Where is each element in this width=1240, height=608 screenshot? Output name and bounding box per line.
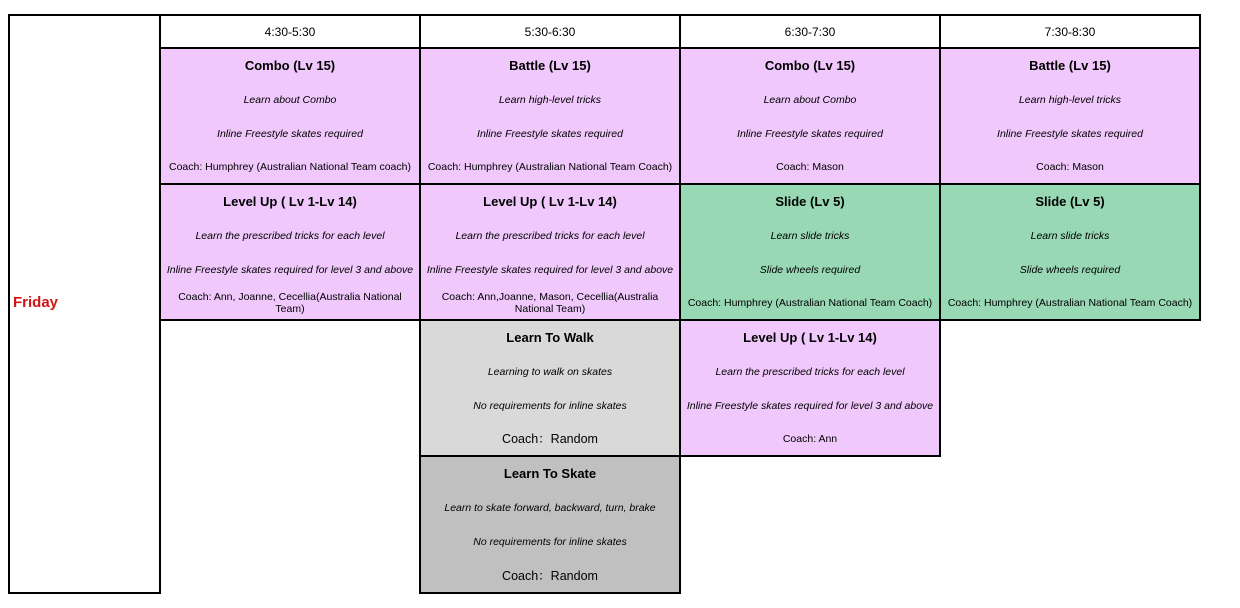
session-lesson: Learn about Combo (763, 94, 857, 106)
session-title: Slide (Lv 5) (775, 194, 845, 209)
session-cell (419, 47, 681, 185)
session-coach: Coach：Random (502, 568, 598, 583)
session-coach: Coach: Mason (776, 161, 844, 173)
session-title: Learn To Skate (503, 466, 597, 481)
session-lesson: Learn high-level tricks (1018, 94, 1122, 106)
session-requirement: Inline Freestyle skates required (217, 128, 363, 140)
session-title: Slide (Lv 5) (1035, 194, 1105, 209)
session-title: Level Up ( Lv 1-Lv 14) (743, 330, 877, 345)
session-requirement: Inline Freestyle skates required (477, 128, 623, 140)
session-lesson: Learn to skate forward, backward, turn, brake (444, 502, 656, 514)
session-title: Level Up ( Lv 1-Lv 14) (223, 194, 357, 209)
session-lesson: Learn the prescribed tricks for each level (455, 230, 645, 242)
session-coach: Coach: Humphrey (Australian National Team Coach) (427, 161, 673, 173)
session-requirement: Inline Freestyle skates required (997, 128, 1143, 140)
session-cell (679, 183, 941, 321)
session-title: Level Up ( Lv 1-Lv 14) (483, 194, 617, 209)
time-slot-header: 5:30-6:30 (419, 14, 681, 49)
session-lesson: Learn the prescribed tricks for each level (195, 230, 385, 242)
session-requirement: Inline Freestyle skates required (737, 128, 883, 140)
session-requirement: No requirements for inline skates (473, 400, 627, 412)
session-requirement: Slide wheels required (1019, 264, 1121, 276)
session-cell (419, 183, 681, 321)
session-lesson: Learn about Combo (243, 94, 337, 106)
day-label: Friday (13, 294, 59, 311)
session-coach: Coach: Mason (1036, 161, 1104, 173)
session-title: Combo (Lv 15) (764, 58, 856, 73)
session-lesson: Learn high-level tricks (498, 94, 602, 106)
session-coach: Coach: Ann (782, 433, 838, 445)
session-requirement: Inline Freestyle skates required for level 3 and above (166, 264, 414, 276)
session-cell (679, 319, 941, 457)
session-lesson: Learn slide tricks (1030, 230, 1110, 242)
session-coach: Coach: Humphrey (Australian National Team Coach) (687, 297, 933, 309)
session-cell (159, 47, 421, 185)
session-title: Battle (Lv 15) (1029, 58, 1111, 73)
time-slot-header: 7:30-8:30 (939, 14, 1201, 49)
session-requirement: Inline Freestyle skates required for level 3 and above (686, 400, 934, 412)
session-coach: Coach：Random (502, 432, 598, 446)
time-slot-header: 4:30-5:30 (159, 14, 421, 49)
session-coach: Coach: Ann,Joanne, Mason, Cecellia(Australia National Team) (441, 291, 659, 315)
session-cell (419, 319, 681, 457)
session-cell (679, 47, 941, 185)
session-cell (419, 455, 681, 594)
session-cell (159, 183, 421, 321)
time-slot-header: 6:30-7:30 (679, 14, 941, 49)
session-cell (939, 183, 1201, 321)
session-lesson: Learn slide tricks (770, 230, 850, 242)
session-requirement: Inline Freestyle skates required for level 3 and above (426, 264, 674, 276)
session-lesson: Learn the prescribed tricks for each level (715, 366, 905, 378)
session-title: Battle (Lv 15) (509, 58, 591, 73)
session-requirement: Slide wheels required (759, 264, 861, 276)
session-requirement: No requirements for inline skates (473, 536, 627, 548)
session-title: Learn To Walk (506, 330, 594, 345)
session-coach: Coach: Ann, Joanne, Cecellia(Australia National Team) (178, 291, 402, 315)
session-coach: Coach: Humphrey (Australian National Team coach) (168, 161, 411, 173)
session-coach: Coach: Humphrey (Australian National Team Coach) (947, 297, 1193, 309)
session-title: Combo (Lv 15) (244, 58, 336, 73)
session-lesson: Learning to walk on skates (487, 366, 613, 378)
session-cell (939, 47, 1201, 185)
